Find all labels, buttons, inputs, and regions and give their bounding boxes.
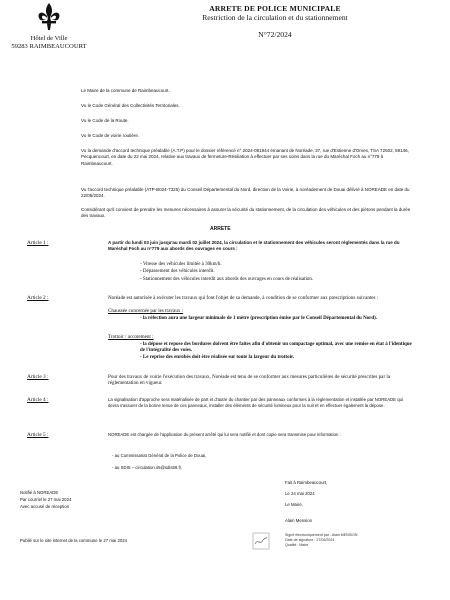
e-signature-line1: Signé électroniquement par : Alain MENSION — [285, 533, 358, 537]
arrete-heading: ARRETE — [210, 226, 231, 232]
article-5-recipient-text: au SDIS – circulation.s5@sdis59.fr, — [114, 465, 183, 470]
article-4-text: La signalisation d'approche sera matérialisée de part et d'autre du chantier par des panneaux conformes à la réglementation et installée par NOREADE qui devra s'assurer de la bonne tenue de ces panneaux, installer des éléments de sécurité lumineux pour la nuit et en effectuer également la dépose. — [108, 397, 403, 408]
publication-note: Publié sur le site internet de la commune le 27 mai 2024 — [20, 538, 128, 543]
e-signature-line2: Date de signature : 27/05/2024 — [285, 538, 335, 542]
e-signature-line3: Qualité : Maire — [285, 543, 309, 547]
signature-name: Alain Mension — [285, 518, 312, 523]
article-1-bullet-text: Stationnement des véhicules interdit aux abords des ouvrages en cours de réalisation. — [142, 277, 314, 282]
notification-line2: Par courriel le 27 mai 2024 — [20, 497, 72, 502]
town-hall-address — [4, 35, 94, 51]
signature-stamp-icon — [252, 532, 270, 550]
article-5-label: Article 5 : — [27, 432, 49, 438]
article-2-sidewalk-bullet-text: la dépose et repose des bordures doivent être faites afin d'obtenir un compactage optimal, avec une remise en état à l'identique de l'intégralité des voies. — [140, 342, 412, 354]
preamble-code-voirie: Vu le Code de voirie routière. — [81, 133, 140, 138]
notification-line3: Avec accusé de réception — [20, 504, 70, 509]
document-number: N°72/2024 — [258, 30, 292, 39]
article-1-bullet: - Dépassement des véhicules interdit. — [140, 269, 215, 274]
preamble-mayor: Le Maire de la commune de Raimbeaucourt. — [81, 88, 170, 93]
signature-date: Le 24 mai 2024 — [285, 491, 315, 496]
document-title: ARRETE DE POLICE MUNICIPALE — [209, 4, 341, 13]
article-5-recipient: - au SDIS – circulation.s5@sdis59.fr, — [112, 465, 183, 470]
article-3-label: Article 3 : — [27, 374, 49, 380]
article-2-sidewalk-bullet: - Le reprise des enrobés doit être réalisée sur toute la largeur du trottoir. — [140, 355, 294, 360]
article-1-bullet-text: Dépassement des véhicules interdit. — [142, 269, 215, 274]
preamble-considerant: Considérant qu'il convient de prendre les mesures nécessaires à assurer la sécurité du stationnement, de la circulation des véhicules et des piétons pendant la durée des travaux. — [81, 207, 411, 219]
article-4-label: Article 4 : — [27, 397, 49, 403]
document-header — [160, 4, 390, 39]
preamble-cgct: Vu le Code Général des Collectivités Territoriales. — [81, 103, 180, 108]
signature-place: Fait à Raimbeaucourt, — [285, 480, 328, 485]
notification-line1: Notifié à NOREADE — [20, 490, 59, 495]
article-1-body: A partir du lundi 03 juin jusqu'au mardi 02 juillet 2024, la circulation et le stationnement des véhicules seront réglementés dans la rue du Maréchal Foch au n°779 aux abords des ouvrages en cours : — [108, 240, 400, 252]
article-2-roadway-bullet: - la réfection aura une largeur minimale de 1 mètre (prescription émise par le Conseil Départemental du Nord). — [140, 316, 378, 321]
article-5-recipient-text: au Commissariat Général de la Police de Douai, — [114, 453, 207, 458]
article-2-sidewalk-bullet: - la dépose et repose des bordures doivent être faites afin d'obtenir un compactage optimal, avec une remise en état à l'identique de l'intégralité des voies. — [140, 342, 412, 354]
town-hall-line2: 59283 RAIMBEAUCOURT — [11, 43, 87, 50]
article-2-sidewalk-bullet-text: Le reprise des enrobés doit être réalisée sur toute la largeur du trottoir. — [142, 355, 294, 360]
article-1-bullet-text: Vitesse des véhicules limitée à 30km/h. — [142, 262, 222, 267]
preamble-atp-request: Vu la demande d'accord technique préalable (A.T.P) pour le dossier référencé n° 2024-081944 émanant de Noréade, 37, rue d'Estienne d'Orves, TSA 72502, 59146, Pecquencourt, en date du 22 mai 2024, relative aux travaux de fermeture-Résiliation à effectuer par ses soins dans la rue du Maréchal Foch au n°779 à Raimbeaucourt. — [81, 148, 409, 166]
article-2-roadway-heading: Chaussée concernée par les travaux : — [108, 308, 184, 314]
article-3-text: Pour des travaux de voirie l'exécution des travaux, Noréade est tenu de se conformer aux mesures particulières de sécurité prescrites par la réglementation en vigueur. — [108, 374, 391, 387]
article-2-text: Noréade est autorisée à exécuter les travaux qui font l'objet de sa demande, à condition de se conformer aux prescriptions suivantes : — [108, 295, 379, 301]
article-5-recipient: - au Commissariat Général de la Police de Douai, — [112, 453, 207, 458]
preamble-atp-agreement: Vu l'accord technique préalable (ATP-B024-7325) du Conseil Départemental du Nord, direction de la Voirie, à noréadement de Douai délivré à NOREADE en date du 22/05/2024. — [81, 187, 410, 199]
preamble-code-route: Vu le Code de la Route. — [81, 118, 129, 123]
article-1-bullet: - Vitesse des véhicules limitée à 30km/h. — [140, 262, 222, 267]
article-1-bullet: - Stationnement des véhicules interdit aux abords des ouvrages en cours de réalisation. — [140, 277, 314, 282]
fleur-de-lis-logo — [36, 2, 62, 32]
article-2-sidewalk-heading: Trottoir / accotement : — [108, 334, 154, 340]
article-2-roadway-bullet-text: la réfection aura une largeur minimale de 1 mètre (prescription émise par le Conseil Départemental du Nord). — [142, 316, 378, 321]
document-subtitle: Restriction de la circulation et du stationnement — [202, 13, 348, 22]
article-2-label: Article 2 : — [27, 295, 49, 301]
article-5-text: NOREADE est chargée de l'application du présent arrêté qui lui sera notifié et dont copie sera transmise pour information : — [108, 432, 341, 437]
town-hall-line1: Hôtel de Ville — [30, 35, 68, 42]
article-1-text — [108, 240, 413, 252]
article-1-label: Article 1 : — [27, 240, 49, 246]
signature-role: Le Maire, — [285, 502, 303, 507]
